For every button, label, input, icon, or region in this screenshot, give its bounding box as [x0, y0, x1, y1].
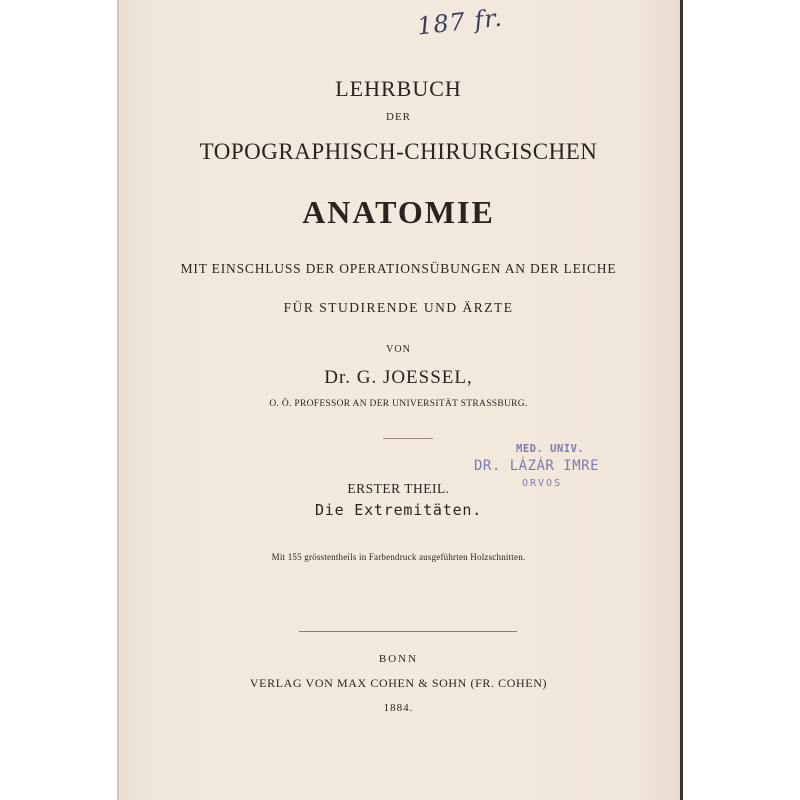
- imprint-year: 1884.: [383, 702, 414, 714]
- imprint-city: BONN: [378, 653, 419, 665]
- subtitle-line-1: MIT EINSCHLUSS DER OPERATIONSÜBUNGEN AN DER LEICHE: [180, 261, 617, 276]
- page-left-edge: [117, 0, 119, 800]
- author-by: VON: [386, 344, 411, 355]
- illustrations-note: Mit 155 grösstentheils in Farbendruck ausgeführten Holzschnitten.: [271, 552, 526, 562]
- stamp-line-3: ORVOS: [522, 478, 563, 489]
- title-line-topographisch: TOPOGRAPHISCH-CHIRURGISCHEN: [199, 139, 598, 164]
- title-line-anatomie: ANATOMIE: [302, 194, 495, 230]
- stamp-line-2: DR. LÁZÁR IMRE: [474, 458, 600, 474]
- short-divider: [383, 438, 433, 439]
- author-position: O. Ö. PROFESSOR AN DER UNIVERSITÄT STRASSBURG.: [269, 399, 528, 409]
- stamp-line-1: MED. UNIV.: [516, 443, 585, 455]
- subtitle-line-2: FÜR STUDIRENDE UND ÄRZTE: [283, 300, 514, 315]
- handwritten-price-note: 187 fr.: [415, 3, 505, 41]
- page-right-edge: [680, 0, 683, 800]
- imprint-publisher: VERLAG VON MAX COHEN & SOHN (FR. COHEN): [249, 676, 548, 690]
- title-line-lehrbuch: LEHRBUCH: [335, 76, 462, 101]
- part-title: Die Extremitäten.: [314, 501, 483, 519]
- title-line-der: DER: [386, 111, 411, 123]
- long-divider: [299, 631, 517, 632]
- author-name: Dr. G. JOESSEL,: [324, 367, 473, 388]
- title-page: [117, 0, 680, 800]
- part-label: ERSTER THEIL.: [347, 481, 450, 496]
